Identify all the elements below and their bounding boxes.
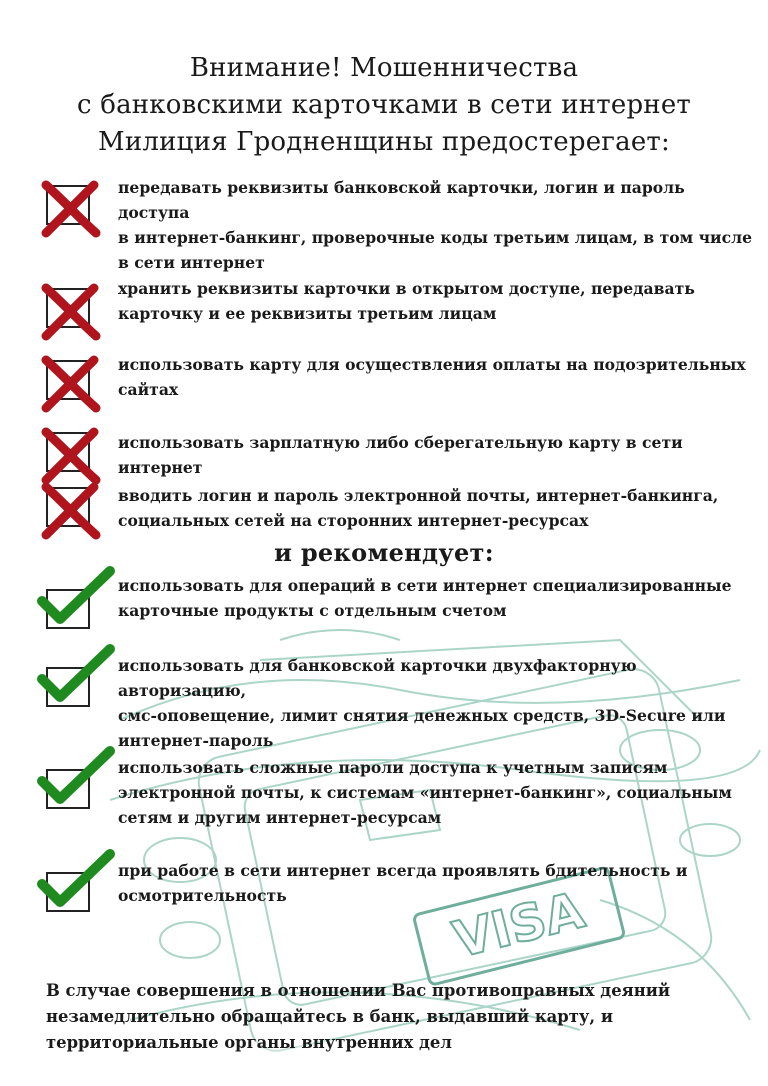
- text-line: использовать сложные пароли доступа к учетным записям: [118, 758, 668, 777]
- red-cross-icon: [38, 354, 102, 412]
- warning-text: [118, 175, 754, 275]
- warning-text: [118, 430, 754, 480]
- text-line: хранить реквизиты карточки в открытом доступе, передавать: [118, 279, 695, 298]
- recommendation-text: [118, 573, 754, 623]
- warning-text: [118, 483, 754, 533]
- text-line: осмотрительность: [118, 886, 287, 905]
- red-cross-icon: [38, 481, 102, 539]
- recommendation-text: [118, 755, 754, 830]
- header-title: Внимание! Мошенничества: [189, 53, 579, 83]
- text-line: в интернет-банкинг, проверочные коды третьим лицам, в том числе: [118, 228, 753, 247]
- recommends-heading: и рекомендует:: [274, 538, 494, 567]
- green-check-icon: [36, 565, 116, 631]
- text-line: передавать реквизиты банковской карточки, логин и пароль доступа: [118, 178, 685, 222]
- red-cross-icon: [38, 179, 102, 237]
- text-line: социальных сетей на сторонних интернет-ресурсах: [118, 511, 589, 530]
- header: [0, 50, 768, 161]
- text-line: незамедлительно обращайтесь в банк, выдавший карту, и: [46, 1007, 613, 1026]
- text-line: сайтах: [118, 380, 179, 399]
- text-line: интернет-пароль: [118, 731, 274, 750]
- warning-text: [118, 276, 754, 326]
- text-line: вводить логин и пароль электронной почты, интернет-банкинга,: [118, 486, 719, 505]
- text-line: использовать для операций в сети интернет специализированные: [118, 576, 732, 595]
- text-line: при работе в сети интернет всегда проявлять бдительность и: [118, 861, 688, 880]
- text-line: карточные продукты с отдельным счетом: [118, 601, 507, 620]
- text-line: В случае совершения в отношении Вас противоправных деяний: [46, 981, 671, 1000]
- footer-note: [46, 978, 746, 1056]
- green-check-icon: [36, 745, 116, 811]
- text-line: электронной почты, к системам «интернет-банкинг», социальным: [118, 783, 732, 802]
- text-line: смс-оповещение, лимит снятия денежных средств, 3D-Secure или: [118, 706, 726, 725]
- text-line: использовать карту для осуществления оплаты на подозрительных: [118, 355, 746, 374]
- warning-text: [118, 352, 754, 402]
- green-check-icon: [36, 848, 116, 914]
- text-line: карточку и ее реквизиты третьим лицам: [118, 304, 497, 323]
- text-line: территориальные органы внутренних дел: [46, 1033, 452, 1052]
- red-cross-icon: [38, 426, 102, 484]
- text-line: сетям и другим интернет-ресурсам: [118, 808, 442, 827]
- text-line: использовать зарплатную либо сберегательную карту в сети интернет: [118, 433, 683, 477]
- red-cross-icon: [38, 282, 102, 340]
- header-subtitle: с банковскими карточками в сети интернет: [77, 90, 691, 120]
- text-line: в сети интернет: [118, 253, 265, 272]
- header-warning: Милиция Гродненщины предостерегает:: [98, 127, 670, 157]
- recommendation-text: [118, 653, 754, 753]
- text-line: использовать для банковской карточки двухфакторную авторизацию,: [118, 656, 637, 700]
- recommendation-text: [118, 858, 754, 908]
- visa-logo-text: VISA: [447, 881, 590, 970]
- green-check-icon: [36, 643, 116, 709]
